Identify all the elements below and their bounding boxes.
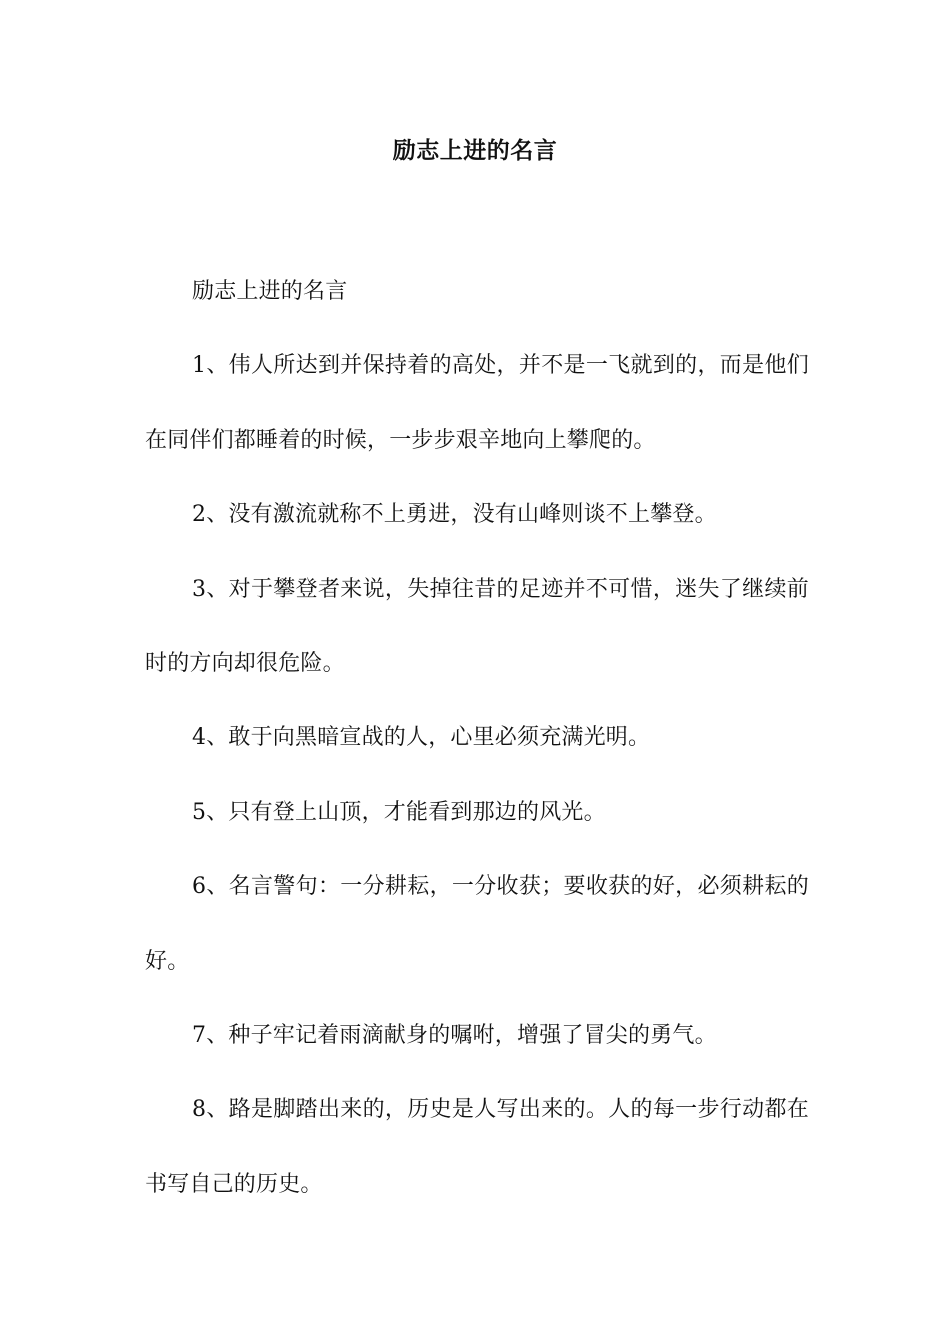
quote-paragraph-5: 5、只有登上山顶，才能看到那边的风光。 [192,799,606,825]
subtitle-paragraph: 励志上进的名言 [192,279,348,304]
quote-paragraph-4: 4、敢于向黑暗宣战的人，心里必须充满光明。 [192,725,651,751]
quote-paragraph-3: 3、对于攀登者来说，失掉往昔的足迹并不可惜，迷失了继续前时的方向却很危险。 [145,576,809,677]
quote-paragraph-8: 8、路是脚踏出来的，历史是人写出来的。人的每一步行动都在书写自己的历史。 [145,1097,809,1197]
quote-paragraph-6: 6、名言警句：一分耕耘，一分收获；要收获的好，必须耕耘的好。 [145,874,809,974]
document-title: 励志上进的名言 [392,137,558,164]
document-body [145,255,809,1222]
quote-paragraph-1: 1、伟人所达到并保持着的高处，并不是一飞就到的，而是他们在同伴们都睡着的时候，一步步艰辛地向上攀爬的。 [145,353,809,453]
quote-paragraph-2: 2、没有激流就称不上勇进，没有山峰则谈不上攀登。 [192,502,717,528]
quote-paragraph-7: 7、种子牢记着雨滴献身的嘱咐，增强了冒尖的勇气。 [192,1023,717,1049]
